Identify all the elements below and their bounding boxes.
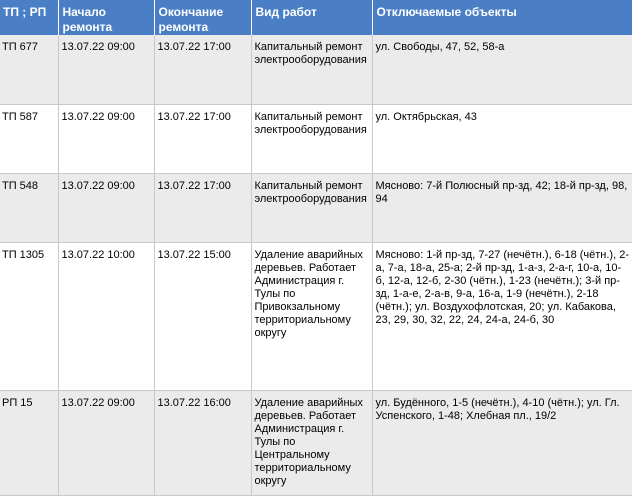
table-row [0,104,632,173]
cell-end: 13.07.22 16:00 [154,390,251,495]
cell-tp: ТП 677 [0,35,58,104]
table-row [0,242,632,390]
cell-start: 13.07.22 09:00 [58,104,154,173]
cell-end: 13.07.22 17:00 [154,104,251,173]
cell-work-type: Капитальный ремонт электрооборудования [251,173,372,242]
cell-tp: ТП 587 [0,104,58,173]
cell-tp: РП 15 [0,390,58,495]
cell-objects: ул. Будённого, 1-5 (нечётн.), 4-10 (чётн.); ул. Гл. Успенского, 1-48; Хлебная пл., 19/2 [372,390,632,495]
table-row [0,35,632,104]
header-start: Начало ремонта [58,0,154,35]
cell-tp: ТП 548 [0,173,58,242]
cell-start: 13.07.22 09:00 [58,35,154,104]
cell-end: 13.07.22 17:00 [154,35,251,104]
cell-end: 13.07.22 15:00 [154,242,251,390]
cell-objects: Мясново: 7-й Полюсный пр-зд, 42; 18-й пр-зд, 98, 94 [372,173,632,242]
header-end: Окончание ремонта [154,0,251,35]
cell-start: 13.07.22 10:00 [58,242,154,390]
cell-objects: ул. Октябрьская, 43 [372,104,632,173]
cell-work-type: Капитальный ремонт электрооборудования [251,35,372,104]
header-tp: ТП ; РП [0,0,58,35]
table-row [0,173,632,242]
cell-work-type: Удаление аварийных деревьев. Работает Администрация г. Тулы по Центральному территориальному округу [251,390,372,495]
cell-objects: Мясново: 1-й пр-зд, 7-27 (нечётн.), 6-18 (чётн.), 2-а, 7-а, 18-а, 25-а; 2-й пр-зд, 1-а-з, 2-а-г, 10-а, 10-б, 12-а, 12-б, 2-30 (чётн.), 1-23 (нечётн.); 3-й пр-зд, 1-а-е, 2-а-в, 9-а, 16-а, 1-9 (нечётн.), 2-18 (чётн.); ул. Воздухофлотская, 20; ул. Кабакова, 23, 29, 30, 32, 22, 24, 24-а, 24-б, 30 [372,242,632,390]
cell-objects: ул. Свободы, 47, 52, 58-а [372,35,632,104]
cell-work-type: Капитальный ремонт электрооборудования [251,104,372,173]
header-work-type: Вид работ [251,0,372,35]
table-header-row [0,0,632,35]
header-objects: Отключаемые объекты [372,0,632,35]
cell-end: 13.07.22 17:00 [154,173,251,242]
table-row [0,390,632,495]
cell-start: 13.07.22 09:00 [58,390,154,495]
cell-start: 13.07.22 09:00 [58,173,154,242]
cell-work-type: Удаление аварийных деревьев. Работает Администрация г. Тулы по Привокзальному территориальному округу [251,242,372,390]
cell-tp: ТП 1305 [0,242,58,390]
